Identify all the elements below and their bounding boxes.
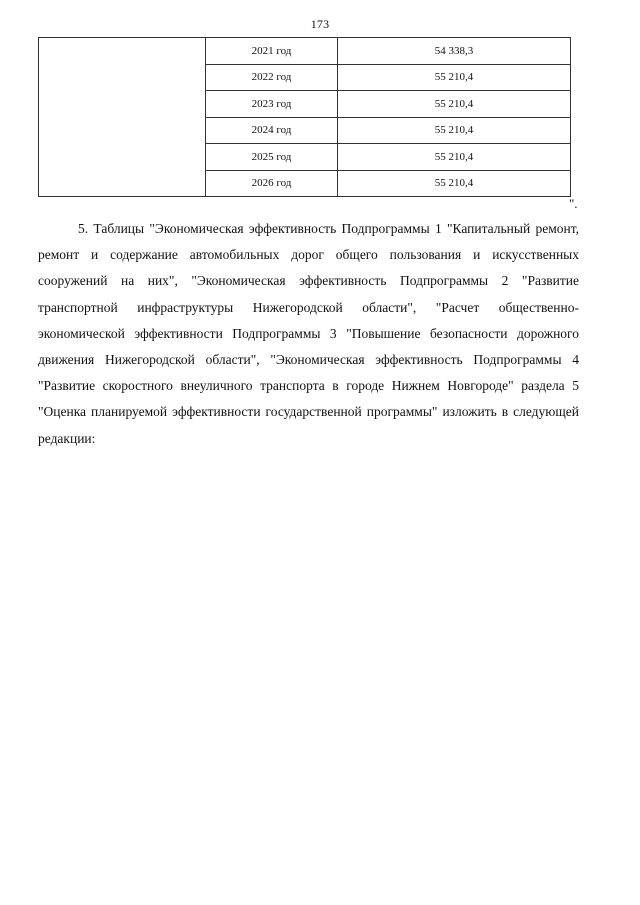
year-cell: 2026 год <box>206 170 338 197</box>
value-cell: 55 210,4 <box>338 64 571 91</box>
financing-table <box>38 37 571 197</box>
value-cell: 54 338,3 <box>338 38 571 65</box>
year-cell: 2025 год <box>206 144 338 171</box>
page-number: 173 <box>310 17 330 31</box>
value-cell: 55 210,4 <box>338 144 571 171</box>
value-cell: 55 210,4 <box>338 91 571 118</box>
year-cell: 2021 год <box>206 38 338 65</box>
value-cell: 55 210,4 <box>338 170 571 197</box>
year-cell: 2024 год <box>206 117 338 144</box>
year-cell: 2023 год <box>206 91 338 118</box>
body-paragraph: 5. Таблицы "Экономическая эффективность Подпрограммы 1 "Капитальный ремонт, ремонт и содержание автомобильных дорог общего пользования и искусственных сооружений на них", "Экономическая эффективность Подпрограммы 2 "Развитие транспортной инфраструктуры Нижегородской области", "Расчет общественно-экономической эффективности Подпрограммы 3 "Повышение безопасности дорожного движения Нижегородской области", "Экономическая эффективность Подпрограммы 4 "Развитие скоростного внеуличного транспорта в городе Нижнем Новгороде" раздела 5 "Оценка планируемой эффективности государственной программы" изложить в следующей редакции: <box>38 221 579 446</box>
year-cell: 2022 год <box>206 64 338 91</box>
table-row <box>39 38 571 65</box>
value-cell: 55 210,4 <box>338 117 571 144</box>
closing-quote-mark: ". <box>569 196 578 211</box>
merged-empty-cell <box>39 38 206 197</box>
